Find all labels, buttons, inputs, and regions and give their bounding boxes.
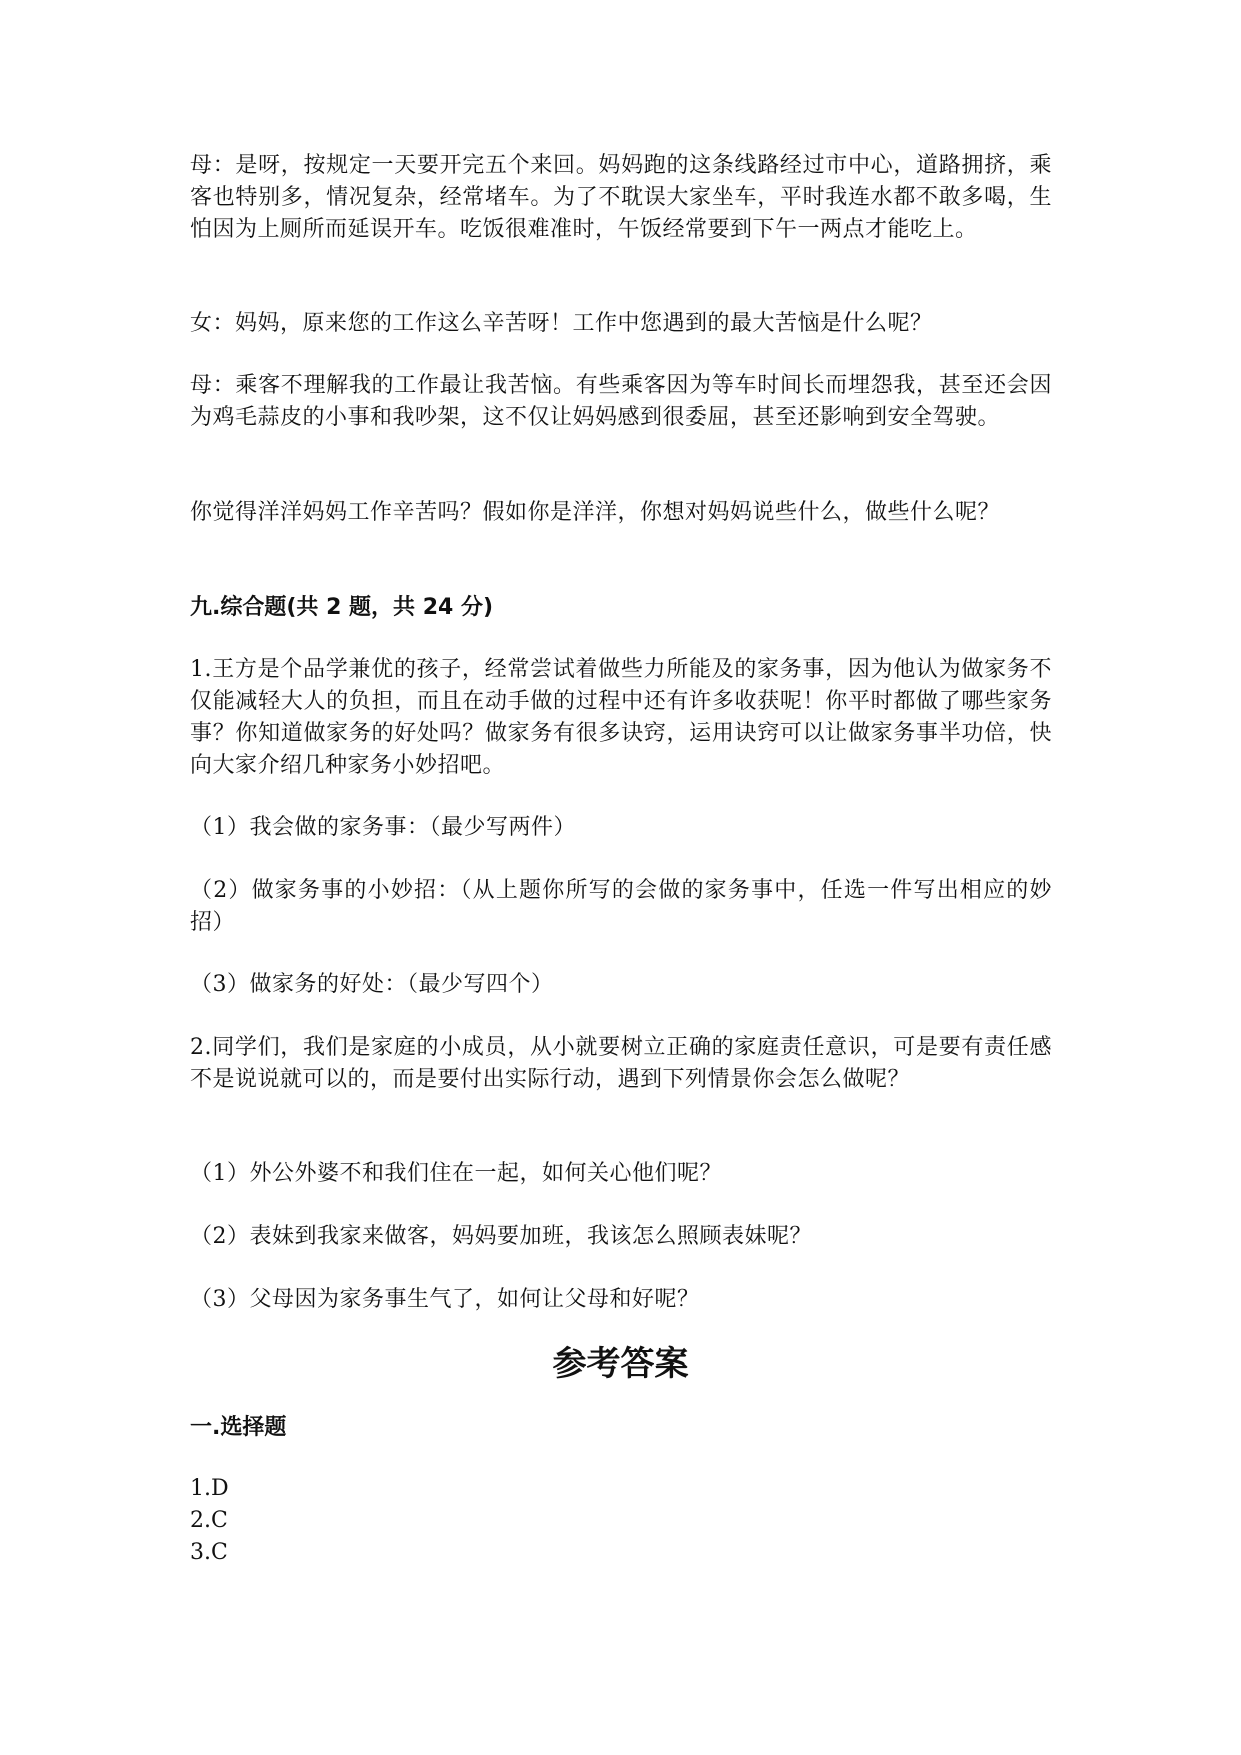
dialogue-mother-1: 母：是呀，按规定一天要开完五个来回。妈妈跑的这条线路经过市中心，道路拥挤，乘客也特别多，情况复杂，经常堵车。为了不耽误大家坐车，平时我连水都不敢多喝，生怕因为上厕所而延误开车。吃饭很难准时，午饭经常要到下午一两点才能吃上。 [190,153,1052,242]
question-1-text: 1.王方是个品学兼优的孩子，经常尝试着做些力所能及的家务事，因为他认为做家务不仅能减轻大人的负担，而且在动手做的过程中还有许多收获呢！你平时都做了哪些家务事？你知道做家务的好处吗？做家务有很多诀窍，运用诀窍可以让做家务事半功倍，快向大家介绍几种家务小妙招吧。 [190,657,1052,778]
answers-title: 参考答案 [552,1344,689,1384]
question-2-text: 2.同学们，我们是家庭的小成员，从小就要树立正确的家庭责任意识，可是要有责任感不是说说就可以的，而是要付出实际行动，遇到下列情景你会怎么做呢？ [190,1035,1052,1092]
question-2-sub-3: （3）父母因为家务事生气了，如何让父母和好呢？ [190,1287,700,1312]
answer-item: 2.C [190,1508,228,1533]
question-1-sub-3: （3）做家务的好处：（最少写四个） [190,972,554,997]
question-2-sub-2: （2）表妹到我家来做客，妈妈要加班，我该怎么照顾表妹呢？ [190,1224,812,1249]
dialogue-mother-2: 母：乘客不理解我的工作最让我苦恼。有些乘客因为等车时间长而埋怨我，甚至还会因为鸡毛蒜皮的小事和我吵架，这不仅让妈妈感到很委屈，甚至还影响到安全驾驶。 [190,373,1052,430]
dialogue-daughter-1: 女：妈妈，原来您的工作这么辛苦呀！工作中您遇到的最大苦恼是什么呢？ [190,311,933,336]
answer-item: 3.C [190,1540,228,1565]
answers-section-1-heading: 一.选择题 [190,1415,287,1440]
question-1-sub-1: （1）我会做的家务事：（最少写两件） [190,815,576,840]
dialogue-question: 你觉得洋洋妈妈工作辛苦吗？假如你是洋洋，你想对妈妈说些什么，做些什么呢？ [190,500,1001,525]
question-2-sub-1: （1）外公外婆不和我们住在一起，如何关心他们呢？ [190,1161,722,1186]
section-9-heading: 九.综合题(共 2 题，共 24 分) [190,595,494,620]
answer-item: 1.D [190,1476,229,1501]
question-1-sub-2: （2）做家务事的小妙招：（从上题你所写的会做的家务事中，任选一件写出相应的妙招） [190,878,1052,935]
